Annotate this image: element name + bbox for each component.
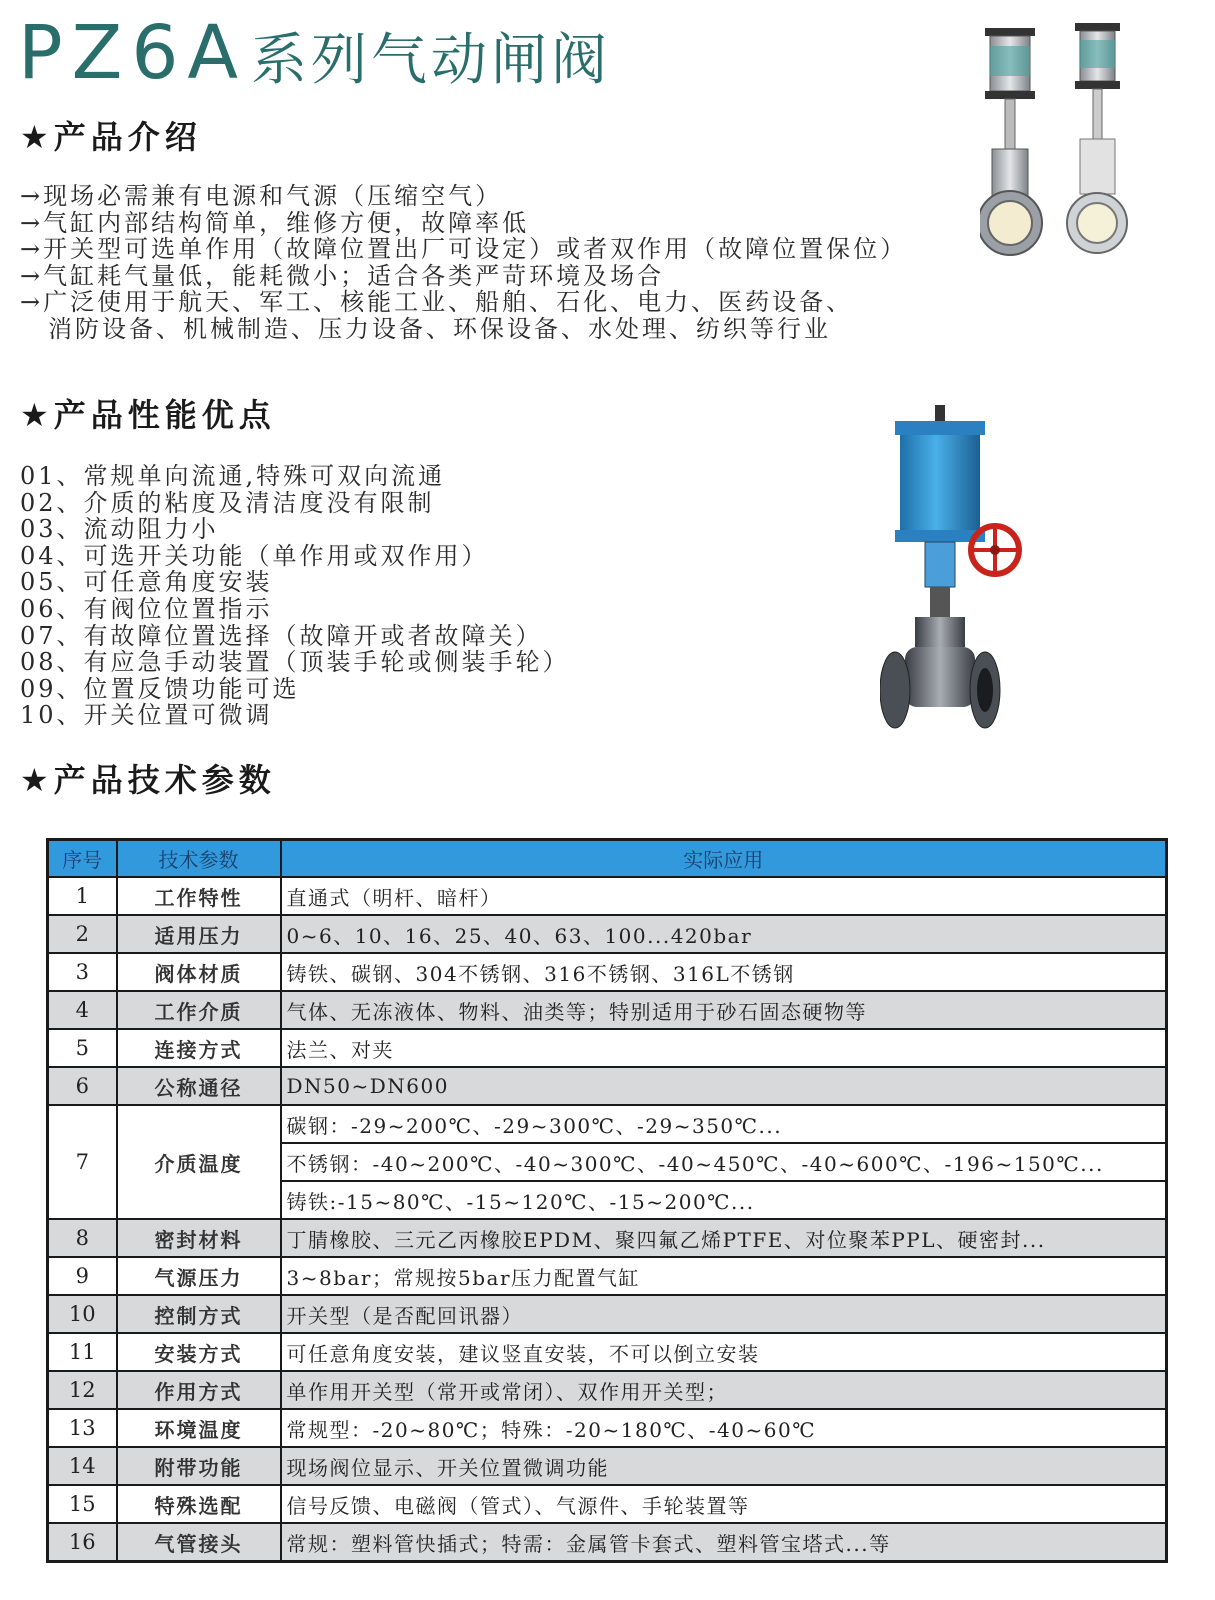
table-header-row [48,840,1167,878]
title-model: PZ6A [18,10,248,96]
row-value: 不锈钢：-40~200℃、-40~300℃、-40~450℃、-40~600℃、-196~150℃... [281,1143,1167,1181]
table-row [48,1067,1167,1105]
intro-item: →广泛使用于航天、军工、核能工业、船舶、石化、电力、医药设备、 [20,288,854,316]
row-value: 碳钢：-29~200℃、-29~300℃、-29~350℃... [281,1105,1167,1143]
row-value: 铸铁:-15~80℃、-15~120℃、-15~200℃... [281,1181,1167,1219]
intro-item: →气缸内部结构简单，维修方便，故障率低 [20,208,530,237]
row-param: 特殊选配 [117,1485,281,1523]
table-row [48,1485,1167,1523]
table-row [48,1105,1167,1143]
table-row [48,1409,1167,1447]
table-row [48,1295,1167,1333]
row-value: 常规：塑料管快插式；特需：金属管卡套式、塑料管宝塔式...等 [281,1523,1167,1562]
row-param: 适用压力 [117,915,281,953]
row-no: 3 [48,953,117,991]
row-param: 工作特性 [117,877,281,915]
row-param: 密封材料 [117,1219,281,1257]
row-no: 9 [48,1257,117,1295]
row-no: 6 [48,1067,117,1105]
advantage-item: 04、可选开关功能（单作用或双作用） [20,541,489,570]
intro-item: →开关型可选单作用（故障位置出厂可设定）或者双作用（故障位置保位） [20,235,908,263]
section-params-heading: ★产品技术参数 [20,761,276,799]
table-row [48,915,1167,953]
row-param: 气源压力 [117,1257,281,1295]
knife-gate-valve-photo [980,18,1160,268]
row-no: 12 [48,1371,117,1409]
row-param: 气管接头 [117,1523,281,1562]
row-param: 环境温度 [117,1409,281,1447]
row-no: 13 [48,1409,117,1447]
row-value: 常规型：-20~80℃；特殊：-20~180℃、-40~60℃ [281,1409,1167,1447]
row-param: 工作介质 [117,991,281,1029]
row-no: 10 [48,1295,117,1333]
table-row [48,1371,1167,1409]
advantage-item: 06、有阀位位置指示 [20,594,273,623]
advantages-list [20,463,570,729]
row-value: 现场阀位显示、开关位置微调功能 [281,1447,1167,1485]
row-param: 连接方式 [117,1029,281,1067]
title-name: 系列气动闸阀 [251,28,612,93]
row-value: 气体、无冻液体、物料、油类等；特别适用于砂石固态硬物等 [281,991,1167,1029]
row-param: 公称通径 [117,1067,281,1105]
advantage-item: 05、可任意角度安装 [20,568,273,597]
intro-item: →现场必需兼有电源和气源（压缩空气） [20,182,503,210]
table-row [48,877,1167,915]
table-row [48,1219,1167,1257]
advantage-item: 03、流动阻力小 [20,515,219,544]
section-intro-heading: ★产品介绍 [20,118,202,156]
advantage-item: 09、位置反馈功能可选 [20,674,300,703]
header-no: 序号 [48,840,117,878]
handwheel-icon [971,526,1019,574]
intro-item: 消防设备、机械制造、压力设备、环保设备、水处理、纺织等行业 [48,314,831,343]
row-no: 15 [48,1485,117,1523]
row-value: 铸铁、碳钢、304不锈钢、316不锈钢、316L不锈钢 [281,953,1167,991]
advantage-item: 10、开关位置可微调 [20,701,273,730]
row-value: 法兰、对夹 [281,1029,1167,1067]
table-row [48,1333,1167,1371]
row-no: 1 [48,877,117,915]
row-value: 可任意角度安装，建议竖直安装，不可以倒立安装 [281,1333,1167,1371]
advantage-item: 08、有应急手动装置（顶装手轮或侧装手轮） [20,648,570,677]
row-no: 2 [48,915,117,953]
intro-list [20,183,980,342]
header-param: 技术参数 [117,840,281,878]
knife-gate-valve-right [1067,23,1127,253]
advantage-item: 02、介质的粘度及清洁度没有限制 [20,488,435,517]
table-row [48,1257,1167,1295]
table-row [48,1523,1167,1562]
row-param: 安装方式 [117,1333,281,1371]
row-value: DN50~DN600 [281,1067,1167,1105]
row-value: 0~6、10、16、25、40、63、100...420bar [281,915,1167,953]
pneumatic-gate-valve-photo [880,405,1060,765]
row-param: 介质温度 [117,1105,281,1219]
row-no: 14 [48,1447,117,1485]
row-value: 单作用开关型（常开或常闭）、双作用开关型； [281,1371,1167,1409]
row-value: 3~8bar；常规按5bar压力配置气缸 [281,1257,1167,1295]
row-no: 5 [48,1029,117,1067]
row-value: 开关型（是否配回讯器） [281,1295,1167,1333]
row-no: 7 [48,1105,117,1219]
knife-gate-valve-left [980,28,1042,255]
header-value: 实际应用 [281,840,1167,878]
row-value: 直通式（明杆、暗杆） [281,877,1167,915]
row-param: 附带功能 [117,1447,281,1485]
intro-item: →气缸耗气量低，能耗微小；适合各类严苛环境及场合 [20,261,665,290]
row-param: 作用方式 [117,1371,281,1409]
row-no: 11 [48,1333,117,1371]
row-param: 控制方式 [117,1295,281,1333]
table-row [48,1447,1167,1485]
page-title [18,10,612,96]
section-advantages-heading: ★产品性能优点 [20,396,276,434]
advantage-item: 07、有故障位置选择（故障开或者故障关） [20,621,543,650]
row-no: 8 [48,1219,117,1257]
row-no: 16 [48,1523,117,1562]
row-no: 4 [48,991,117,1029]
row-value: 信号反馈、电磁阀（管式）、气源件、手轮装置等 [281,1485,1167,1523]
table-row [48,991,1167,1029]
table-row [48,953,1167,991]
row-value: 丁腈橡胶、三元乙丙橡胶EPDM、聚四氟乙烯PTFE、对位聚苯PPL、硬密封... [281,1219,1167,1257]
advantage-item: 01、常规单向流通,特殊可双向流通 [20,462,446,490]
tech-params-table [46,838,1168,1563]
row-param: 阀体材质 [117,953,281,991]
table-row [48,1029,1167,1067]
